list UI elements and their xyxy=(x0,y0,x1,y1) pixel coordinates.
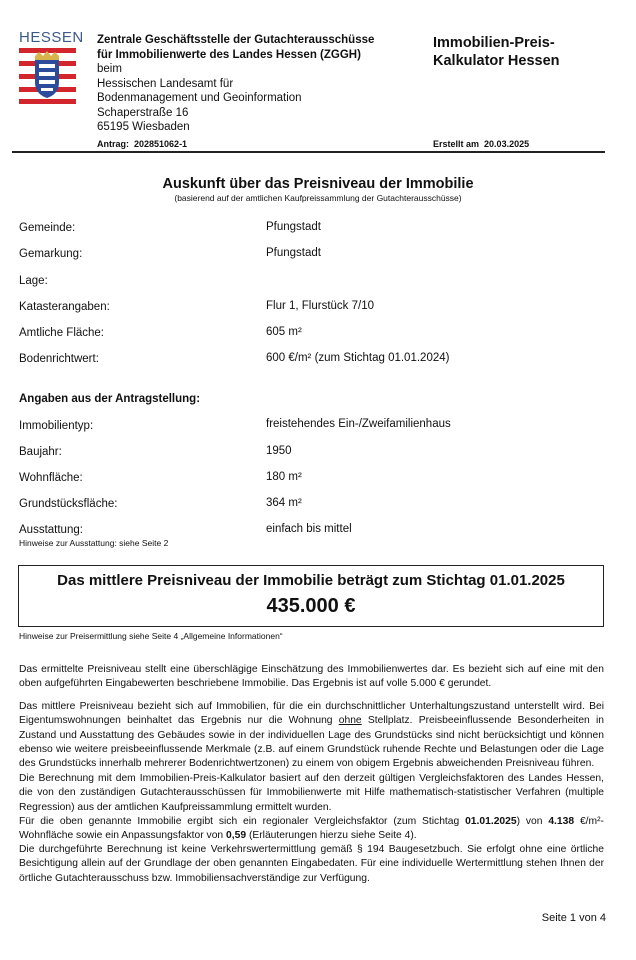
org-line4: Hessischen Landesamt für xyxy=(97,77,234,90)
erstellt-value: 20.03.2025 xyxy=(484,139,530,149)
org-name-line1: Zentrale Geschäftsstelle der Gutachterausschüsse xyxy=(97,34,375,46)
text: Das mittlere Preisniveau bezieht sich auf Immobilien, für die ein durchschnittlicher Unterhaltungszustand unterstellt wird. Bei Eigentumswohnungen beinhaltet das Ergebnis nur die Wohnung xyxy=(19,701,604,727)
anpassungsfaktor: 0,59 xyxy=(226,830,247,842)
field-value: Pfungstadt xyxy=(266,247,321,259)
page-number: Seite 1 von 4 xyxy=(541,912,606,924)
field-value: 180 m² xyxy=(266,471,302,483)
antrag-number xyxy=(97,139,187,149)
org-street: Schaperstraße 16 xyxy=(97,106,189,119)
hessen-coat-of-arms-icon xyxy=(19,48,76,104)
field-value: freistehendes Ein-/Zweifamilienhaus xyxy=(266,418,451,430)
organization-address xyxy=(97,33,374,135)
field-value: 605 m² xyxy=(266,326,302,338)
text: €/m²-Wohnfläche sowie ein Anpassungsfaktor von xyxy=(19,815,604,842)
hessen-logo-text: HESSEN xyxy=(19,29,84,46)
text-underlined: ohne xyxy=(338,715,362,727)
field-label: Katasterangaben: xyxy=(19,301,110,313)
text: Für die oben genannte Immobilie ergibt sich ein regionaler Vergleichsfaktor (zum Stichtag xyxy=(19,815,466,827)
field-value: Flur 1, Flurstück 7/10 xyxy=(266,300,375,312)
stichtag-date: 01.01.2025 xyxy=(465,815,517,827)
header-divider xyxy=(12,151,605,153)
antrag-label: Antrag: xyxy=(97,139,129,149)
text: Stellplatz. Preisbeeinflussende Besonderheiten in Zustand und Ausstattung des Gebäudes sowie in der individuellen Lage des Grundstücks sind nicht berücksichtigt und können ebenso wie weitere preisbeeinflussende Merkmale (z.B. auf einem Grundstück ruhende Rechte und Belastungen oder die Lage des Grundstücks innerhalb mehrerer Bodenrichtwertzonen) zu einem von obigem Ergebnis abweichenden Preisniveau führen. xyxy=(19,715,604,770)
title-line2: Kalkulator Hessen xyxy=(433,53,560,69)
org-name-line2: für Immobilienwerte des Landes Hessen (ZGGH) xyxy=(97,48,361,61)
result-box xyxy=(18,565,604,627)
ausstattung-note: Hinweise zur Ausstattung: siehe Seite 2 xyxy=(19,538,169,548)
vergleichsfaktor: 4.138 xyxy=(548,815,575,827)
paragraph-disclaimer: Die durchgeführte Berechnung ist keine Verkehrswertermittlung gemäß § 194 Baugesetzbuch. Sie erfolgt ohne eine örtliche Besichtigung allein auf der Grundlage der oben genannten Eingabedaten. Für eine individuelle Wertermittlung stehen Ihnen der örtliche Gutachterausschuss bzw. Immobiliensachverständige zur Verfügung. xyxy=(19,844,604,884)
field-value: 1950 xyxy=(266,445,292,457)
field-label: Gemarkung: xyxy=(19,248,83,260)
org-city: 65195 Wiesbaden xyxy=(97,121,190,133)
result-statement: Das mittlere Preisniveau der Immobilie beträgt zum Stichtag 01.01.2025 xyxy=(57,572,565,589)
field-value: Pfungstadt xyxy=(266,221,321,233)
field-label: Wohnfläche: xyxy=(19,472,83,484)
field-value: 364 m² xyxy=(266,497,302,509)
org-line5: Bodenmanagement und Geoinformation xyxy=(97,92,302,104)
result-note: Hinweise zur Preisermittlung siehe Seite 4 „Allgemeine Informationen“ xyxy=(19,631,283,641)
paragraph-calculation xyxy=(19,772,604,843)
erstellt-label: Erstellt am xyxy=(433,139,480,149)
text: Die Berechnung mit dem Immobilien-Preis-Kalkulator basiert auf den derzeit gültigen Vergleichsfaktoren des Landes Hessen, die von den zuständigen Gutachterausschüssen für Immobilienwerte mit Hilfe mathematisch-statistischer Verfahren (multiple Regression) aus der amtlichen Kaufpreissammlung ermittelt wurden. xyxy=(19,773,604,813)
application-heading: Angaben aus der Antragstellung: xyxy=(19,393,201,405)
paragraph-price-level xyxy=(19,700,604,771)
field-label: Bodenrichtwert: xyxy=(19,353,99,365)
org-line3: beim xyxy=(97,63,122,75)
document-title xyxy=(433,34,560,70)
field-label: Amtliche Fläche: xyxy=(19,327,105,339)
paragraph-estimate: Das ermittelte Preisniveau stellt eine überschlägige Einschätzung des Immobilienwertes dar. Es bezieht sich auf eine mit den oben aufgeführten Eingabewerten beschriebene Immobilie. Das Ergebnis ist auf volle 5.000 € gerundet. xyxy=(19,664,604,690)
field-value: 600 €/m² (zum Stichtag 01.01.2024) xyxy=(266,352,450,364)
field-value: einfach bis mittel xyxy=(266,523,352,535)
field-label: Baujahr: xyxy=(19,446,62,458)
creation-date xyxy=(433,139,529,149)
antrag-value: 202851062-1 xyxy=(134,139,188,149)
text: (Erläuterungen hierzu siehe Seite 4). xyxy=(246,830,417,842)
field-label: Grundstücksfläche: xyxy=(19,498,118,510)
field-label: Ausstattung: xyxy=(19,524,83,536)
field-label: Immobilientyp: xyxy=(19,420,94,432)
result-price: 435.000 € xyxy=(266,595,356,617)
section-heading: Auskunft über das Preisniveau der Immobilie xyxy=(162,176,474,192)
title-line1: Immobilien-Preis- xyxy=(433,35,555,51)
text: ) von xyxy=(516,815,549,827)
field-label: Lage: xyxy=(19,275,48,287)
section-subheading: (basierend auf der amtlichen Kaufpreissammlung der Gutachterausschüsse) xyxy=(174,193,462,203)
field-label: Gemeinde: xyxy=(19,222,76,234)
